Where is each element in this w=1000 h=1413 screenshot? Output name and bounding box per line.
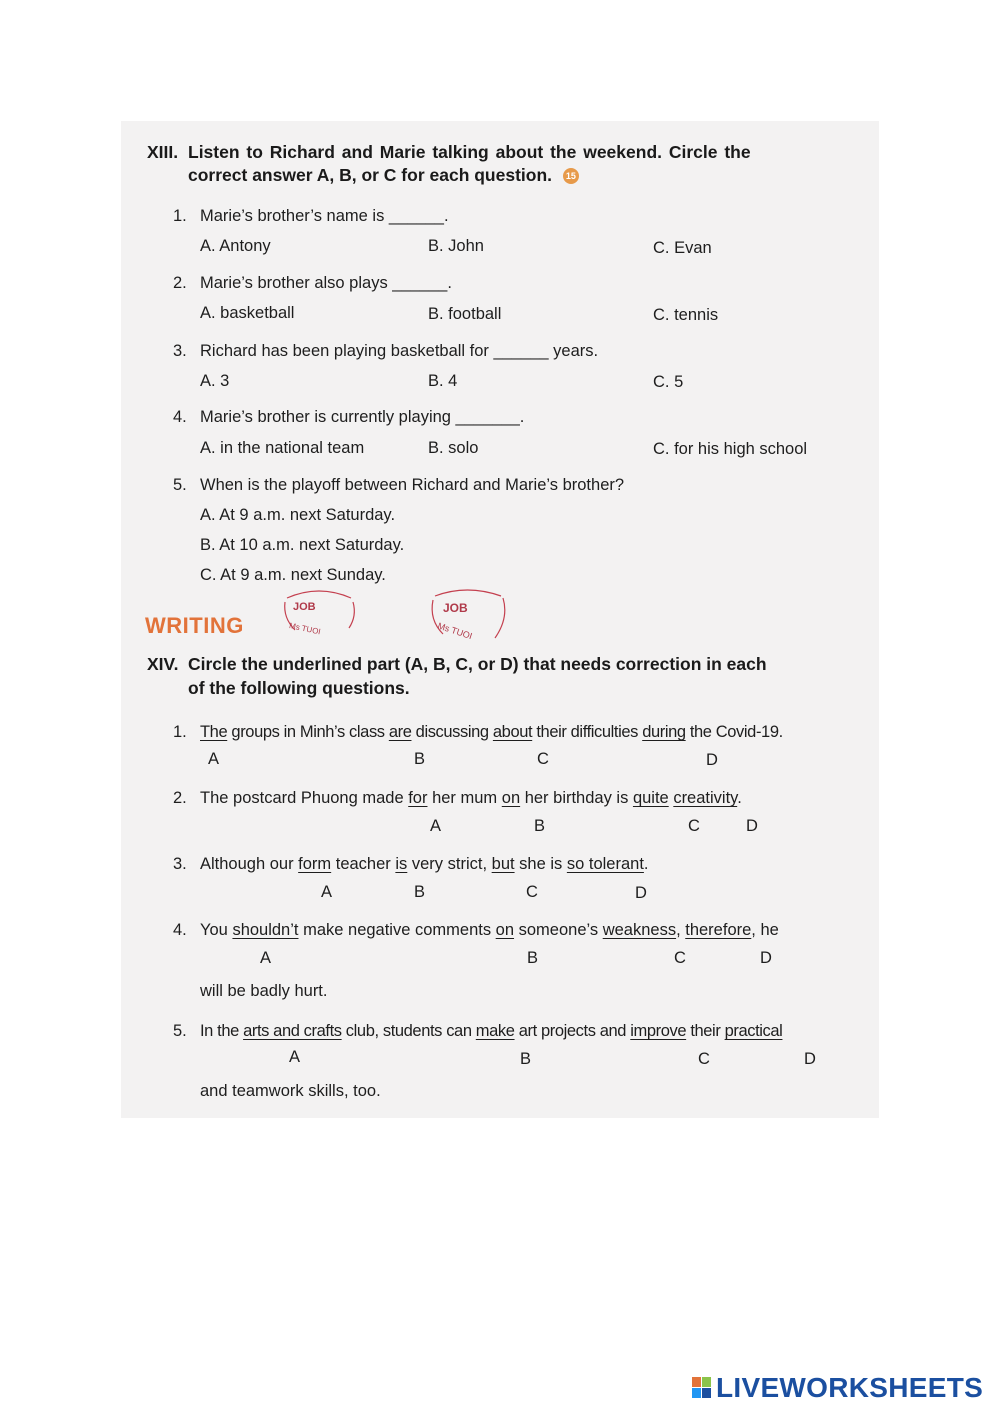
q14-2-letter-c[interactable]: C xyxy=(688,817,700,835)
liveworksheets-logo-icon xyxy=(692,1377,712,1399)
q14-2-letter-b[interactable]: B xyxy=(534,817,546,835)
q14-5-part-b[interactable]: make xyxy=(475,1022,515,1040)
text: her birthday is xyxy=(520,789,633,807)
q14-4-line2: will be badly hurt. xyxy=(200,982,328,1000)
q14-2-part-d[interactable]: creativity xyxy=(673,789,738,807)
job-stamp-icon xyxy=(279,588,359,638)
q14-1-part-c[interactable]: about xyxy=(492,723,533,741)
q13-1-option-c[interactable]: C. Evan xyxy=(653,239,712,257)
q14-5-sentence xyxy=(200,1022,782,1041)
text: , xyxy=(676,921,686,939)
q14-4-part-b[interactable]: on xyxy=(495,921,515,939)
q14-3-part-c[interactable]: but xyxy=(491,855,515,873)
text: groups in Minh’s class xyxy=(227,723,389,741)
q14-5-line2: and teamwork skills, too. xyxy=(200,1082,381,1100)
q14-2-number: 2. xyxy=(173,789,187,807)
text: . xyxy=(643,855,649,873)
text: art projects and xyxy=(514,1022,631,1040)
text: club, students can xyxy=(341,1022,476,1040)
q13-2-option-c[interactable]: C. tennis xyxy=(653,306,719,324)
q14-4-letter-d[interactable]: D xyxy=(760,949,772,967)
q13-4-option-a[interactable]: A. in the national team xyxy=(200,439,365,457)
text: The postcard Phuong made xyxy=(200,789,409,807)
stamp2-bottom-text: Ms TUOI xyxy=(436,620,474,642)
q13-3-number: 3. xyxy=(173,342,187,360)
q14-1-part-a[interactable]: The xyxy=(200,723,228,741)
q14-2-letter-d[interactable]: D xyxy=(746,817,758,835)
q14-3-part-a[interactable]: form xyxy=(298,855,332,873)
q14-5-part-c[interactable]: improve xyxy=(630,1022,687,1040)
q13-2-option-b[interactable]: B. football xyxy=(428,305,502,323)
q14-2-sentence xyxy=(200,789,742,808)
section13-heading-line1: Listen to Richard and Marie talking about the weekend. Circle the xyxy=(188,142,751,162)
q14-1-sentence xyxy=(200,723,783,742)
text: You xyxy=(200,921,233,939)
q14-2-letter-a[interactable]: A xyxy=(430,817,442,835)
q13-5-text: When is the playoff between Richard and Marie’s brother? xyxy=(200,476,625,494)
q14-5-letter-a[interactable]: A xyxy=(289,1048,301,1066)
text: she is xyxy=(514,855,567,873)
q13-2-text: Marie’s brother also plays ______. xyxy=(200,274,452,292)
text: discussing xyxy=(411,723,493,741)
stamp-bottom-text: Ms TUOI xyxy=(288,621,322,637)
q14-5-letter-b[interactable]: B xyxy=(520,1050,532,1068)
q14-3-number: 3. xyxy=(173,855,187,873)
q14-5-part-d[interactable]: practical xyxy=(724,1022,783,1040)
q13-2-number: 2. xyxy=(173,274,187,292)
q13-3-text: Richard has been playing basketball for ______ years. xyxy=(200,342,599,360)
text: In the xyxy=(200,1022,244,1040)
q13-4-number: 4. xyxy=(173,408,187,426)
q13-5-option-a[interactable]: A. At 9 a.m. next Saturday. xyxy=(200,506,396,524)
stamp-top-text: JOB xyxy=(293,601,316,613)
q13-1-text: Marie’s brother’s name is ______. xyxy=(200,207,449,225)
section14-number: XIV. xyxy=(147,654,179,674)
section13-heading-text: correct answer A, B, or C for each question. xyxy=(188,165,553,185)
q14-1-number: 1. xyxy=(173,723,187,741)
text: her mum xyxy=(427,789,502,807)
q14-4-sentence xyxy=(200,921,779,940)
q14-4-letter-a[interactable]: A xyxy=(260,949,272,967)
q13-5-number: 5. xyxy=(173,476,187,494)
text: their xyxy=(686,1022,725,1040)
q13-2-option-a[interactable]: A. basketball xyxy=(200,304,295,322)
section14-heading-line2: of the following questions. xyxy=(188,678,410,698)
q14-3-letter-b[interactable]: B xyxy=(414,883,426,901)
audio-track-icon[interactable]: 15 xyxy=(563,168,579,184)
text: their difficulties xyxy=(532,723,643,741)
q13-1-option-b[interactable]: B. John xyxy=(428,237,484,255)
q14-5-letter-d[interactable]: D xyxy=(804,1050,816,1068)
q14-3-letter-a[interactable]: A xyxy=(321,883,333,901)
q13-3-option-a[interactable]: A. 3 xyxy=(200,372,230,390)
q13-4-option-b[interactable]: B. solo xyxy=(428,439,479,457)
q14-2-part-a[interactable]: for xyxy=(408,789,428,807)
q13-3-option-c[interactable]: C. 5 xyxy=(653,373,684,391)
q13-4-option-c[interactable]: C. for his high school xyxy=(653,440,808,458)
q14-1-part-b[interactable]: are xyxy=(388,723,412,741)
section14-heading-line1: Circle the underlined part (A, B, C, or D) that needs correction in each xyxy=(188,654,767,674)
q14-1-letter-c[interactable]: C xyxy=(537,750,549,768)
q14-2-part-c[interactable]: quite xyxy=(632,789,669,807)
q14-1-letter-b[interactable]: B xyxy=(414,750,426,768)
text: Although our xyxy=(200,855,299,873)
text: teacher xyxy=(331,855,396,873)
section13-number: XIII. xyxy=(147,142,179,162)
writing-section-label: WRITING xyxy=(145,613,244,638)
q14-1-letter-d[interactable]: D xyxy=(706,751,718,769)
q14-1-part-d[interactable]: during xyxy=(642,723,686,741)
q13-4-text: Marie’s brother is currently playing _______. xyxy=(200,408,525,426)
q14-3-part-b[interactable]: is xyxy=(395,855,408,873)
q14-3-sentence xyxy=(200,855,649,874)
q14-5-part-a[interactable]: arts and crafts xyxy=(243,1022,342,1040)
q14-4-letter-c[interactable]: C xyxy=(674,949,686,967)
q13-5-option-b[interactable]: B. At 10 a.m. next Saturday. xyxy=(200,536,405,554)
q13-5-option-c[interactable]: C. At 9 a.m. next Sunday. xyxy=(200,566,386,584)
q14-4-part-d[interactable]: therefore xyxy=(685,921,752,939)
text: make negative comments xyxy=(298,921,496,939)
job-stamp-icon-2 xyxy=(425,588,510,643)
text: the Covid-19. xyxy=(685,723,783,741)
q14-5-number: 5. xyxy=(173,1022,187,1040)
q14-1-letter-a[interactable]: A xyxy=(208,750,220,768)
section13-heading-line2 xyxy=(188,165,579,186)
q14-3-letter-c[interactable]: C xyxy=(526,883,538,901)
text: , he xyxy=(751,921,779,939)
text: very strict, xyxy=(407,855,492,873)
q14-4-part-c[interactable]: weakness xyxy=(602,921,677,939)
q13-1-option-a[interactable]: A. Antony xyxy=(200,237,271,255)
q14-4-letter-b[interactable]: B xyxy=(527,949,539,967)
q14-3-part-d[interactable]: so tolerant xyxy=(566,855,644,873)
q14-4-number: 4. xyxy=(173,921,187,939)
q14-3-letter-d[interactable]: D xyxy=(635,884,647,902)
q14-2-part-b[interactable]: on xyxy=(501,789,521,807)
text: someone’s xyxy=(514,921,603,939)
stamp2-top-text: JOB xyxy=(443,601,468,615)
q13-3-option-b[interactable]: B. 4 xyxy=(428,372,458,390)
liveworksheets-brand[interactable]: LIVEWORKSHEETS xyxy=(716,1372,984,1403)
text: . xyxy=(737,789,742,807)
q14-5-letter-c[interactable]: C xyxy=(698,1050,710,1068)
q13-1-number: 1. xyxy=(173,207,187,225)
q14-4-part-a[interactable]: shouldn’t xyxy=(232,921,299,939)
